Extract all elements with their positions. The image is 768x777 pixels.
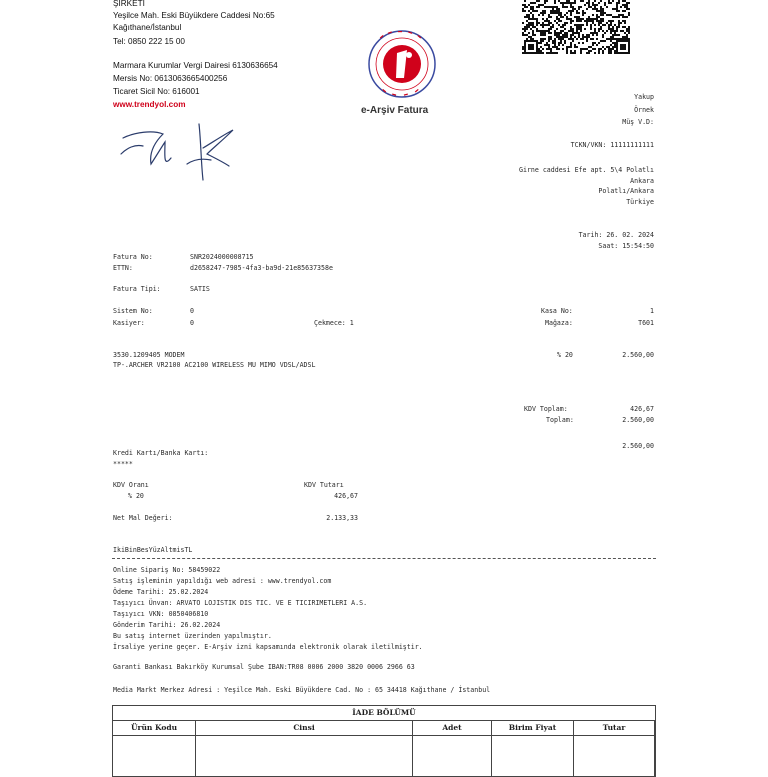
- footer-payment-date: Ödeme Tarihi: 25.02.2024: [113, 588, 209, 596]
- footer-waybill-note: İrsaliye yerine geçer. E-Arşiv izni kapsamında elektronik olarak iletilmiştir.: [113, 643, 423, 651]
- seller-name-tail: ŞİRKETİ: [113, 0, 145, 8]
- bank-iban-line: Garanti Bankası Bakırköy Kurumsal Şube IBAN:TR08 0006 2000 3820 0006 2966 63: [113, 663, 415, 671]
- return-header-row-line: [113, 721, 655, 736]
- footer-carrier-vkn: Taşıyıcı VKN: 0850406810: [113, 610, 209, 618]
- invoice-date: Tarih: 26. 02. 2024: [578, 231, 654, 239]
- return-section-title: İADE BÖLÜMÜ: [113, 706, 655, 721]
- cashier-value: 0: [190, 319, 194, 327]
- buyer-city: Ankara: [630, 177, 654, 185]
- system-no-label: Sistem No:: [113, 307, 153, 315]
- grand-total-value: 2.560,00: [622, 416, 654, 424]
- return-col-quantity: Adet: [413, 721, 492, 777]
- invoice-no-label: Fatura No:: [113, 253, 153, 261]
- invoice-kind-value: SATIS: [190, 285, 210, 293]
- invoice-kind-label: Fatura Tipi:: [113, 285, 161, 293]
- seller-website-link[interactable]: www.trendyol.com: [113, 100, 186, 109]
- payment-method-label: Kredi Kartı/Banka Kartı:: [113, 449, 209, 457]
- amount-in-words: IkiBinBesYüzAltmisTL: [113, 546, 193, 554]
- qr-code-icon: [522, 0, 630, 54]
- net-value-amount: 2.133,33: [326, 514, 358, 522]
- footer-shipping-date: Gönderim Tarihi: 26.02.2024: [113, 621, 221, 629]
- payment-card-masked: *****: [113, 460, 133, 468]
- store-address-line: Media Markt Merkez Adresi : Yeşilce Mah. Eski Büyükdere Cad. No : 65 34418 Kağıthane / İstanbul: [113, 686, 491, 694]
- vat-rate-value: % 20: [128, 492, 144, 500]
- signature-icon: [115, 118, 245, 188]
- footer-carrier-name: Taşıyıcı Ünvan: ARVATO LOJISTIK DIS TIC. VE E TICIRIMETLERI A.S.: [113, 599, 368, 607]
- vat-rate-label: KDV Oranı: [113, 481, 149, 489]
- buyer-surname: Örnek: [634, 106, 654, 114]
- invoice-no-value: SNR2024000008715: [190, 253, 254, 261]
- footer-online-note: Bu satış internet üzerinden yapılmıştır.: [113, 632, 272, 640]
- buyer-country: Türkiye: [626, 198, 654, 206]
- seller-address-line-2: Kağıthane/İstanbul: [113, 23, 182, 32]
- buyer-tax-office: Müş V.D:: [622, 118, 654, 126]
- kdv-total-label: KDV Toplam:: [524, 405, 568, 413]
- cashier-label: Kasiyer:: [113, 319, 145, 327]
- item-description-line: TP-.ARCHER VR2100 AC2100 WIRELESS MU MIMO VDSL/ADSL: [113, 361, 316, 369]
- store-value: T601: [638, 319, 654, 327]
- item-code-line: 3530.1209405 MODEM: [113, 351, 185, 359]
- item-amount: 2.560,00: [622, 351, 654, 359]
- vat-amount-label: KDV Tutarı: [304, 481, 344, 489]
- store-label: Mağaza:: [545, 319, 573, 327]
- vat-amount-value: 426,67: [334, 492, 358, 500]
- paid-amount: 2.560,00: [622, 442, 654, 450]
- divider-line: [112, 558, 656, 559]
- buyer-district: Polatlı/Ankara: [598, 187, 654, 195]
- grand-total-label: Toplam:: [546, 416, 574, 424]
- kdv-total-value: 426,67: [630, 405, 654, 413]
- seller-tax-office: Marmara Kurumlar Vergi Dairesi 6130636654: [113, 61, 278, 70]
- invoice-type-title: e-Arşiv Fatura: [361, 105, 429, 116]
- gib-seal-logo: [366, 28, 438, 100]
- register-no-label: Kasa No:: [541, 307, 573, 315]
- net-value-label: Net Mal Değeri:: [113, 514, 173, 522]
- buyer-address: Girne caddesi Efe apt. 5\4 Polatlı: [519, 166, 654, 174]
- return-col-unit-price: Birim Fiyat: [492, 721, 574, 777]
- seller-address-line-1: Yeşilce Mah. Eski Büyükdere Caddesi No:65: [113, 11, 275, 20]
- return-section-table: [112, 705, 656, 777]
- drawer-info: Çekmece: 1: [314, 319, 354, 327]
- buyer-name: Yakup: [634, 93, 654, 101]
- ettn-label: ETTN:: [113, 264, 133, 272]
- system-no-value: 0: [190, 307, 194, 315]
- item-vat-rate: % 20: [557, 351, 573, 359]
- buyer-tckn: TCKN/VKN: 11111111111: [570, 141, 654, 149]
- footer-order-no: Online Sipariş No: 58459022: [113, 566, 221, 574]
- seller-mersis: Mersis No: 0613063665400256: [113, 74, 228, 83]
- return-col-product-code: Ürün Kodu: [113, 721, 196, 777]
- invoice-time: Saat: 15:54:50: [598, 242, 654, 250]
- seller-trade-registry: Ticaret Sicil No: 616001: [113, 87, 200, 96]
- seller-phone: Tel: 0850 222 15 00: [113, 37, 185, 46]
- register-no-value: 1: [650, 307, 654, 315]
- return-col-type: Cinsi: [196, 721, 413, 777]
- return-col-total: Tutar: [574, 721, 655, 777]
- footer-website: Satış işleminin yapıldığı web adresi : www.trendyol.com: [113, 577, 332, 585]
- ettn-value: d2658247-7985-4fa3-ba9d-21e85637358e: [190, 264, 333, 272]
